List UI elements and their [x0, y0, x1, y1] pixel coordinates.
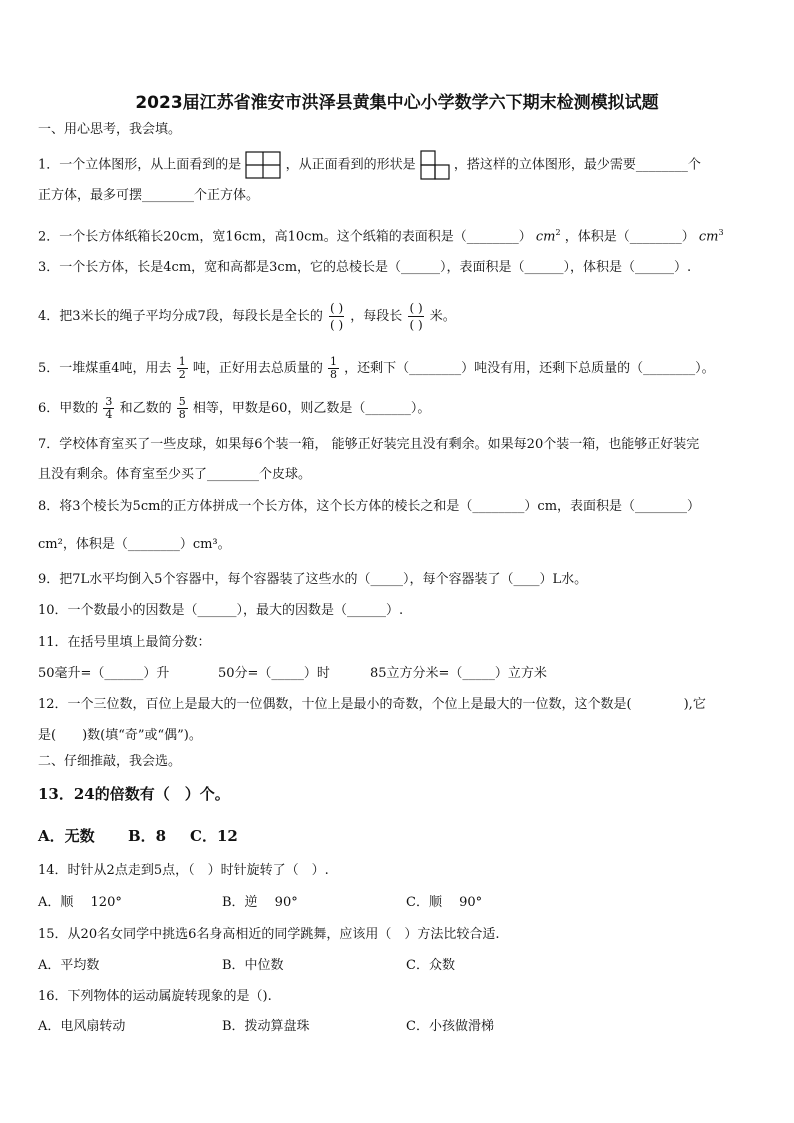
q16-option-c: C．小孩做滑梯	[406, 1019, 494, 1034]
fraction: $\frac{1}{2}$	[178, 355, 186, 381]
question-2: 2．一个长方体纸箱长20cm，宽16cm，高10cm。这个纸箱的表面积是（________） $cm^2$ ，体积是（________） $cm^3$	[38, 228, 724, 245]
q15-option-a: A．平均数	[38, 958, 100, 973]
question-5: 5．一堆煤重4吨，用去 $\frac{1}{2}$ 吨，正好用去总质量的 $\frac{1}{8}$ ，还剩下（________）吨没有用，还剩下总质量的（________）。	[38, 355, 715, 381]
fraction-blank: $\frac{( )}{( )}$	[329, 301, 344, 332]
question-14: 14．时针从2点走到5点，（ ）时针旋转了（ ）.	[38, 863, 329, 878]
fraction-blank: $\frac{( )}{( )}$	[409, 301, 423, 332]
q14-option-a: A．顺 120°	[38, 895, 122, 910]
fraction: $\frac{1}{8}$	[329, 355, 337, 381]
question-10: 10．一个数最小的因数是（______），最大的因数是（______）.	[38, 603, 404, 618]
q13-option-a: A．无数	[38, 827, 95, 845]
question-6: 6．甲数的 $\frac{3}{4}$ 和乙数的 $\frac{5}{8}$ 相等，甲数是60，则乙数是（_______）。	[38, 395, 431, 421]
q13-option-c: C．12	[190, 827, 238, 845]
question-7: 7．学校体育室买了一些皮球，如果每6个装一箱， 能够正好装完且没有剩余。如果每20个装一箱，也能够正好装完	[38, 437, 700, 452]
q16-option-a: A．电风扇转动	[38, 1019, 126, 1034]
question-9: 9．把7L水平均倒入5个容器中，每个容器装了这些水的（_____），每个容器装了（____）L水。	[38, 572, 588, 587]
fraction: $\frac{5}{8}$	[178, 395, 186, 421]
section-2-heading: 二、仔细推敲，我会选。	[38, 754, 182, 769]
q14-option-c: C．顺 90°	[406, 895, 483, 910]
question-15: 15．从20名女同学中挑选6名身高相近的同学跳舞，应该用（ ）方法比较合适.	[38, 927, 500, 942]
question-8: 8．将3个棱长为5cm的正方体拼成一个长方体，这个长方体的棱长之和是（________）cm，表面积是（________）	[38, 499, 701, 514]
question-4: 4．把3米长的绳子平均分成7段，每段长是全长的 $\frac{( )}{( )}$ ，每段长 $\frac{( )}{( )}$ 米。	[38, 301, 456, 332]
q11-item: 50毫升=（______）升	[38, 666, 170, 681]
page-title: 2023届江苏省淮安市洪泽县黄集中心小学数学六下期末检测模拟试题	[135, 93, 659, 113]
section-1-heading: 一、用心思考，我会填。	[38, 122, 182, 137]
question-16: 16．下列物体的运动属旋转现象的是（).	[38, 989, 272, 1004]
question-12-cont: 是( )数(填“奇”或“偶”)。	[38, 728, 202, 743]
question-8-cont: cm²，体积是（________）cm³。	[38, 537, 231, 552]
q13-option-b: B．8	[128, 827, 167, 845]
question-7-cont: 且没有剩余。体育室至少买了________个皮球。	[38, 467, 312, 482]
q15-option-c: C．众数	[406, 958, 455, 973]
q11-item: 85立方分米=（_____）立方米	[370, 666, 547, 681]
question-11: 11．在括号里填上最简分数：	[38, 635, 211, 650]
q11-item: 50分=（_____）时	[218, 666, 330, 681]
top-view-icon	[245, 151, 281, 179]
q15-option-b: B．中位数	[222, 958, 284, 973]
q16-option-b: B．拨动算盘珠	[222, 1019, 310, 1034]
question-1: 1．一个立体图形，从上面看到的是 ，从正面看到的形状是 ，搭这样的立体图形，最少需要________个	[38, 150, 701, 180]
question-13: 13．24的倍数有（ ）个。	[38, 785, 230, 803]
q14-option-b: B．逆 90°	[222, 895, 298, 910]
fraction: $\frac{3}{4}$	[105, 395, 113, 421]
question-3: 3．一个长方体，长是4cm，宽和高都是3cm，它的总棱长是（______），表面积是（______），体积是（______）.	[38, 260, 692, 275]
question-1-cont: 正方体，最多可摆________个正方体。	[38, 188, 260, 203]
front-view-icon	[420, 150, 450, 180]
question-12: 12．一个三位数，百位上是最大的一位偶数，十位上是最小的奇数，个位上是最大的一位数，这个数是( ),它	[38, 697, 706, 712]
